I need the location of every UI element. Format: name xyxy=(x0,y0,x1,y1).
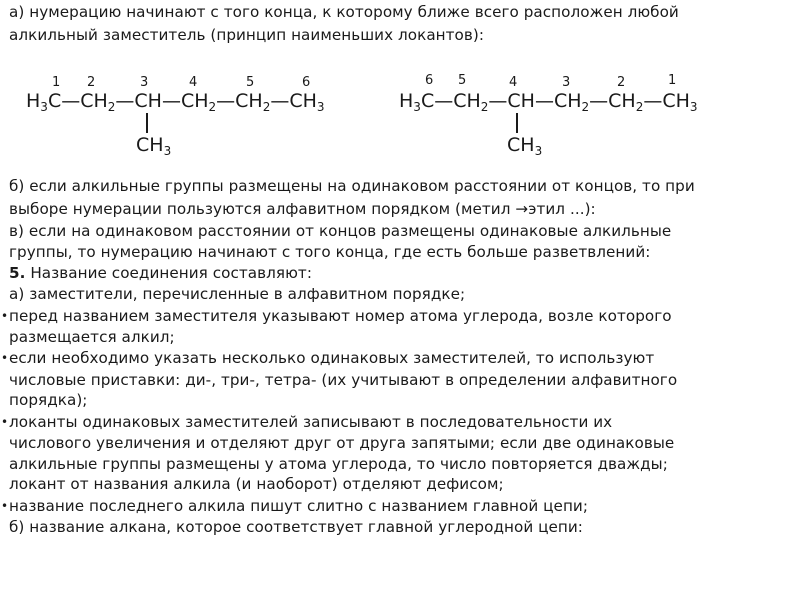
bullet-marker: • xyxy=(1,309,9,323)
methyl-branch: $CH_3$ xyxy=(136,134,172,158)
branch-bond xyxy=(516,113,518,133)
locant-number: 6 xyxy=(302,75,311,90)
main-chain: $H_3C—CH_2—CH—CH_2—CH_2—CH_3$ xyxy=(399,90,698,114)
locant-number: 3 xyxy=(140,75,149,90)
text-line-5: в) если на одинаковом расстоянии от концов размещены одинаковые алкильные xyxy=(9,222,672,240)
text-line-16: алкильные группы размещены у атома углерода, то число повторяется дважды; xyxy=(9,455,668,473)
text-line-17: локант от названия алкила (и наоборот) отделяют дефисом; xyxy=(9,475,504,493)
locant-number: 2 xyxy=(87,75,96,90)
main-chain: $H_3C—CH_2—CH—CH_2—CH_2—CH_3$ xyxy=(26,90,325,114)
bullet-marker: • xyxy=(1,351,9,365)
locant-number: 1 xyxy=(668,73,677,88)
text-line-10: размещается алкил; xyxy=(9,328,175,346)
locant-number: 2 xyxy=(617,75,626,90)
text-line-13: порядка); xyxy=(9,391,88,409)
bullet-marker: • xyxy=(1,415,9,429)
text-line-14: локанты одинаковых заместителей записывают в последовательности их xyxy=(9,413,613,431)
bullet-marker: • xyxy=(1,499,9,513)
locant-number: 5 xyxy=(458,73,467,88)
text-line-19: б) название алкана, которое соответствует главной углеродной цепи: xyxy=(9,518,583,536)
text-line-9: перед названием заместителя указывают номер атома углерода, возле которого xyxy=(9,307,672,325)
section-number: 5. xyxy=(9,264,26,282)
text-line-12: числовые приставки: ди-, три-, тетра- (их учитывают в определении алфавитного xyxy=(9,371,678,389)
structural-formula-1 xyxy=(26,76,346,158)
locant-number: 6 xyxy=(425,73,434,88)
text-line-7 xyxy=(9,263,312,283)
text-line-15: числового увеличения и отделяют друг от друга запятыми; если две одинаковые xyxy=(9,434,675,452)
structural-formula-2 xyxy=(399,73,719,158)
locant-number: 4 xyxy=(509,75,518,90)
text-line-2: алкильный заместитель (принцип наименьших локантов): xyxy=(9,26,485,44)
locant-number: 1 xyxy=(52,75,61,90)
text-line-4: выборе нумерации пользуются алфавитном порядком (метил →этил ...): xyxy=(9,200,596,218)
locant-number: 5 xyxy=(246,75,255,90)
text-line-6: группы, то нумерацию начинают с того конца, где есть больше разветвлений: xyxy=(9,243,651,261)
section-heading: Название соединения составляют: xyxy=(25,264,312,282)
text-line-18: название последнего алкила пишут слитно с названием главной цепи; xyxy=(9,497,589,515)
methyl-branch: $CH_3$ xyxy=(507,134,543,158)
locant-number: 3 xyxy=(562,75,571,90)
text-line-11: если необходимо указать несколько одинаковых заместителей, то используют xyxy=(9,349,655,367)
text-line-3: б) если алкильные группы размещены на одинаковом расстоянии от концов, то при xyxy=(9,177,695,195)
text-line-8: а) заместители, перечисленные в алфавитном порядке; xyxy=(9,285,466,303)
branch-bond xyxy=(146,113,148,133)
locant-number: 4 xyxy=(189,75,198,90)
text-line-1: а) нумерацию начинают с того конца, к которому ближе всего расположен любой xyxy=(9,3,679,21)
